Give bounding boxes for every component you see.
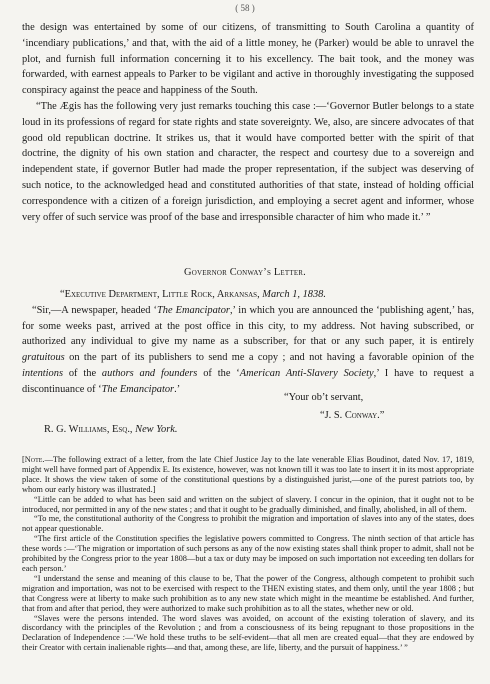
note-text-1: —The following extract of a letter, from the late Chief Justice Jay to the late venerable Elias Boudinot, dated Nov. 17, 1819, might well have formed part of Appendix E. Its existence, however, was not known till it was too late to insert it in its most appropriate place. It shows the view taken of some of the constitutional questions by a distinguished jurist,—one of the purest patriots too, by whom our early history was illustrated.] (22, 455, 474, 494)
letter-text-a: “Sir,—A newspaper, headed ‘ (32, 304, 157, 316)
note-paragraph-1 (22, 455, 474, 495)
intro-paragraph-2: “The Ægis has the following very just remarks touching this case :—‘Governor Butler belongs to a state loud in its professions of regard for state rights and state sovereignty. We, also, are sincere advocates of that good old republican doctrine. It strikes us, that it would have comported better with the spirit of that doctrine, the dignity of his own station and character, the respect and courtesy due to a sovereign and independent state, if governor Butler had made the proper representation, if the subject was deserving of such notice, to the acknowledged head and constituted authorities of that state, instead of holding official correspondence with a citizen of a foreign jurisdiction, and employing a secret agent and informer, whose very offer of such service was proof of the base and irresponsible character of him who made it.’ ” (22, 100, 474, 223)
authors-words: authors and founders (101, 367, 198, 379)
letter-address: “Executive Department, Little Rock, Arkansas, (60, 289, 260, 300)
note-label: [Note. (22, 455, 45, 464)
note-paragraph-4: “The first article of the Constitution specifies the legislative powers committed to Congress. The ninth section of that article has these words :—‘The migration or importation of such persons as any of the now existing states shall think proper to admit, shall not be prohibited by the Congress prior to the year 1808—but a tax or duty may be imposed on such importation not exceeding ten dollars for each person.’ (22, 534, 474, 573)
note-paragraph-6: “Slaves were the persons intended. The word slaves was avoided, on account of the existing toleration of slavery, and its discordancy with the principles of the Revolution ; and from a consciousness of its being repugnant to those propositions in the Declaration of Independence :—‘We hold these truths to be self-evident—that all men are created equal—that they are endowed by their Creator with certain inalienable rights—and that, among these, are life, liberty, and the pursuit of happiness.’ ” (22, 613, 474, 653)
intro-section (22, 20, 474, 225)
intro-paragraph-1: the design was entertained by some of our citizens, of transmitting to South Carolina a quantity of ‘incendiary publications,’ and that, with the aid of a little money, he (Parker) would be able to unravel the plot, and furnish full information concerning it to his excellency. The bait took, and the money was forwarded, with earnest appeals to Parker to be vigilant and active in thoroughly investigating the supposed conspiracy against the peace and happiness of the South. (22, 22, 474, 97)
note-paragraph-5: “I understand the sense and meaning of this clause to be, That the power of the Congress, although competent to prohibit such migration and importation, was not to be exercised with respect to the THEN existing states, and them only, until the year 1808 ; but that Congress were at liberty to make such prohibition as to any new state which might in the meantime be established. And further, that from and after that period, they were authorized to make such prohibition as to all the states, whether new or old. (22, 573, 474, 613)
paper-name-2: The Emancipator (101, 383, 175, 395)
letter-date: March 1, 1838. (262, 289, 326, 300)
letter-heading: Governor Conway’s Letter. (184, 267, 306, 278)
notes-section (22, 455, 474, 653)
paper-name: The Emancipator (157, 304, 230, 316)
note-paragraph-2: “Little can be added to what has been said and written on the subject of slavery. I concur in the opinion, that it ought not to be introduced, nor permitted in any of the new states ; and that it ought to be gradually diminished, and finally, abolished, in all of them. (22, 494, 474, 514)
gratuitous-word: gratuitous (22, 352, 65, 364)
letter-text-g: .’ (174, 383, 181, 395)
letter-text-f: ,’ I have to request a discontinuance of ‘ (22, 367, 474, 395)
intentions-word: intentions (22, 367, 63, 379)
note-paragraph-3: “To me, the constitutional authority of the Congress to prohibit the migration and importation of slaves into any of the states, does not appear questionable. (22, 514, 474, 534)
recipient-place: New York. (135, 424, 178, 435)
society-name: American Anti-Slavery Society (239, 367, 374, 379)
letter-signature: “J. S. Conway.” (320, 410, 385, 421)
letter-text-c: on the part of its publishers to send me a copy ; and not having a favorable opinion of the (69, 352, 474, 364)
letter-body (22, 287, 474, 398)
letter-closing: “Your ob’t servant, (284, 392, 364, 403)
page-number: ( 58 ) (235, 3, 255, 13)
letter-text-e: of the ‘ (203, 367, 240, 379)
letter-recipient (44, 424, 177, 435)
letter-text-d: of the (68, 367, 97, 379)
letter-text-b: ,’ in which you are announced the ‘publishing agent,’ has, for some weeks past, arrived at the post office in this city, to my address. Not having subscribed, or authorized any individual to give my name as a subscriber, for that or any such paper, it is entirely (22, 304, 475, 348)
recipient-name: R. G. Williams, Esq., (44, 424, 133, 435)
